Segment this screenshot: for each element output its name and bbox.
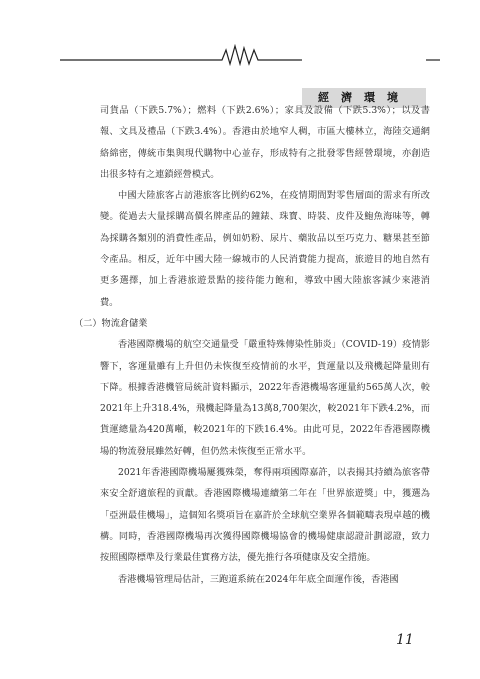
paragraph-airport-awards: 2021年香港國際機場屢獲殊榮，奪得兩項國際嘉許，以表揚其持續為旅客帶來安全舒適旅程的貢獻。香港國際機場連續第二年在「世界旅遊獎」中，獲選為「亞洲最佳機場」，這個知名獎項旨在嘉許於全球航空業界各個範疇表現卓越的機構。同時，香港國際機場再次獲得國際機場協會的機場健康認證計劃認證，致力按照國際標準及行業最佳實務方法，優先推行各項健康及安全措施。 [100, 467, 430, 564]
page-header [0, 44, 480, 104]
body-text [74, 100, 430, 590]
paragraph-three-runway: 香港機場管理局估計，三跑道系統在2024年年底全面運作後，香港國 [118, 573, 399, 585]
paragraph-retail-goods: 司貨品（下跌5.7%）；燃料（下跌2.6%）；家具及設備（下跌5.3%）；以及書報、文具及禮品（下跌3.4%）。香港由於地窄人稠，市區大樓林立，海陸交通網絡綿密，傳統市集與現代購物中心並存，形成特有之批發零售經營環境，亦創造出很多特有之連鎖經營模式。 [100, 105, 430, 180]
paragraph-mainland-tourists: 中國大陸旅客占訪港旅客比例約62%，在疫情期間對零售層面的需求有所改變。從過去大量採購高價名牌產品的鐘錶、珠寶、時裝、皮件及鮑魚海味等，轉為採購各類別的消費性產品，例如奶粉、尿片、藥妝品以至巧克力、糖果甚至節令產品。相反，近年中國大陸一線城市的人民消費能力提高，旅遊目的地自然有更多選擇，加上香港旅遊景點的接待能力飽和，導致中國大陸旅客減少來港消費。 [100, 190, 430, 308]
heartbeat-line-icon [0, 44, 480, 66]
section-heading-logistics: （二）物流倉儲業 [74, 317, 148, 329]
section-title: 經濟環境 [302, 88, 426, 108]
paragraph-airport-traffic: 香港國際機場的航空交通量受「嚴重特殊傳染性肺炎」（COVID-19）疫情影響下，客運量雖有上升但仍未恢復至疫情前的水平，貨運量以及飛機起降量則有下降。根據香港機管局統計資料顯示，2022年香港機場客運量約565萬人次，較2021年上升318.4%，飛機起降量為13萬8,700架次，較2021年下跌4.2%，而貨運總量為420萬噸，較2021年的下跌16.4%。由此可見，2022年香港國際機場的物流發展雖然好轉，但仍然未恢復至正常水平。 [100, 339, 430, 457]
page-number: 11 [396, 632, 414, 648]
